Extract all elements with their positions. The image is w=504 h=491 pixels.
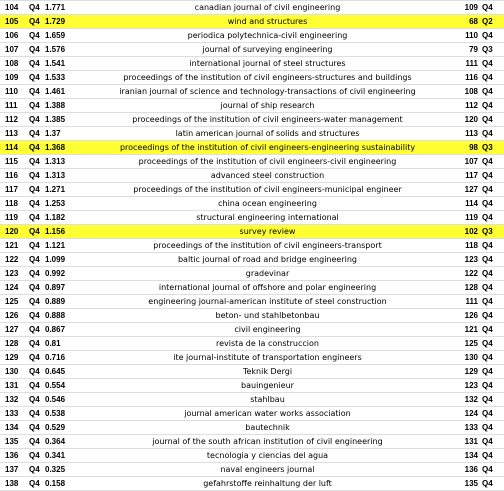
journal-name-cell: journal of the south african institution of civil engineering: [81, 435, 454, 449]
journal-name-cell: proceedings of the institution of civil engineers-engineering sustainability: [81, 141, 454, 155]
journal-name-cell: bauingenieur: [81, 379, 454, 393]
rank-2-cell: 119: [454, 211, 482, 225]
journal-name-cell: proceedings of the institution of civil engineers-municipal engineer: [81, 183, 454, 197]
rank-2-cell: 111: [454, 295, 482, 309]
table-row: [0, 57, 504, 71]
table-row: [0, 239, 504, 253]
rank-cell: 109: [0, 71, 29, 85]
quartile-cell: Q4: [29, 421, 45, 435]
quartile-cell: Q4: [29, 463, 45, 477]
impact-factor-cell: 1.099: [45, 253, 81, 267]
quartile-cell: Q4: [29, 155, 45, 169]
quartile-cell: Q4: [29, 435, 45, 449]
quartile-cell: Q4: [29, 127, 45, 141]
rank-2-cell: 113: [454, 127, 482, 141]
quartile-cell: Q4: [29, 57, 45, 71]
quartile-cell: Q4: [29, 379, 45, 393]
table-row: [0, 449, 504, 463]
table-row: [0, 365, 504, 379]
rank-2-cell: 109: [454, 1, 482, 15]
table-row: [0, 463, 504, 477]
journal-name-cell: journal american water works association: [81, 407, 454, 421]
table-body: [0, 1, 504, 491]
table-row: [0, 29, 504, 43]
journal-name-cell: advanced steel construction: [81, 169, 454, 183]
rank-cell: 116: [0, 169, 29, 183]
table-row: [0, 421, 504, 435]
rank-2-cell: 124: [454, 407, 482, 421]
rank-2-cell: 131: [454, 435, 482, 449]
rank-cell: 126: [0, 309, 29, 323]
quartile-2-cell: Q4: [482, 1, 504, 15]
quartile-2-cell: Q3: [482, 225, 504, 239]
journal-name-cell: beton- und stahlbetonbau: [81, 309, 454, 323]
rank-2-cell: 129: [454, 365, 482, 379]
quartile-2-cell: Q4: [482, 295, 504, 309]
table-row: [0, 281, 504, 295]
rank-2-cell: 102: [454, 225, 482, 239]
quartile-2-cell: Q4: [482, 183, 504, 197]
impact-factor-cell: 0.716: [45, 351, 81, 365]
rank-2-cell: 133: [454, 421, 482, 435]
quartile-2-cell: Q4: [482, 57, 504, 71]
table-row: [0, 379, 504, 393]
rank-cell: 127: [0, 323, 29, 337]
rank-2-cell: 68: [454, 15, 482, 29]
impact-factor-cell: 1.659: [45, 29, 81, 43]
quartile-cell: Q4: [29, 99, 45, 113]
quartile-cell: Q4: [29, 211, 45, 225]
rank-cell: 110: [0, 85, 29, 99]
quartile-2-cell: Q4: [482, 337, 504, 351]
quartile-cell: Q4: [29, 29, 45, 43]
quartile-cell: Q4: [29, 225, 45, 239]
impact-factor-cell: 1.313: [45, 155, 81, 169]
rank-cell: 118: [0, 197, 29, 211]
rank-2-cell: 118: [454, 239, 482, 253]
table-row: [0, 477, 504, 491]
rank-2-cell: 107: [454, 155, 482, 169]
table-row: [0, 85, 504, 99]
journal-name-cell: china ocean engineering: [81, 197, 454, 211]
impact-factor-cell: 0.325: [45, 463, 81, 477]
rank-cell: 130: [0, 365, 29, 379]
impact-factor-cell: 1.576: [45, 43, 81, 57]
table-row: [0, 99, 504, 113]
rank-2-cell: 111: [454, 57, 482, 71]
quartile-cell: Q4: [29, 239, 45, 253]
quartile-2-cell: Q4: [482, 309, 504, 323]
quartile-cell: Q4: [29, 267, 45, 281]
quartile-2-cell: Q3: [482, 43, 504, 57]
impact-factor-cell: 0.897: [45, 281, 81, 295]
journal-name-cell: canadian journal of civil engineering: [81, 1, 454, 15]
rank-cell: 138: [0, 477, 29, 491]
rank-2-cell: 123: [454, 379, 482, 393]
quartile-cell: Q4: [29, 477, 45, 491]
quartile-2-cell: Q4: [482, 169, 504, 183]
quartile-2-cell: Q4: [482, 421, 504, 435]
table-row: [0, 141, 504, 155]
table-row: [0, 309, 504, 323]
journal-name-cell: bautechnik: [81, 421, 454, 435]
table-row: [0, 337, 504, 351]
quartile-2-cell: Q4: [482, 435, 504, 449]
rank-cell: 137: [0, 463, 29, 477]
journal-name-cell: latin american journal of solids and structures: [81, 127, 454, 141]
impact-factor-cell: 0.341: [45, 449, 81, 463]
journal-name-cell: Teknik Dergi: [81, 365, 454, 379]
impact-factor-cell: 0.538: [45, 407, 81, 421]
rank-cell: 111: [0, 99, 29, 113]
quartile-cell: Q4: [29, 393, 45, 407]
quartile-2-cell: Q4: [482, 407, 504, 421]
rank-2-cell: 134: [454, 449, 482, 463]
rank-cell: 120: [0, 225, 29, 239]
table-row: [0, 15, 504, 29]
rank-2-cell: 116: [454, 71, 482, 85]
rank-2-cell: 122: [454, 267, 482, 281]
journal-name-cell: international journal of steel structures: [81, 57, 454, 71]
journal-name-cell: wind and structures: [81, 15, 454, 29]
impact-factor-cell: 1.121: [45, 239, 81, 253]
quartile-2-cell: Q4: [482, 463, 504, 477]
rank-cell: 136: [0, 449, 29, 463]
quartile-cell: Q4: [29, 365, 45, 379]
table-row: [0, 267, 504, 281]
rank-cell: 129: [0, 351, 29, 365]
rank-2-cell: 98: [454, 141, 482, 155]
rank-cell: 121: [0, 239, 29, 253]
rank-cell: 114: [0, 141, 29, 155]
quartile-2-cell: Q4: [482, 85, 504, 99]
quartile-cell: Q4: [29, 337, 45, 351]
quartile-2-cell: Q4: [482, 351, 504, 365]
quartile-2-cell: Q4: [482, 211, 504, 225]
journal-name-cell: journal of ship research: [81, 99, 454, 113]
rank-cell: 108: [0, 57, 29, 71]
rank-2-cell: 128: [454, 281, 482, 295]
impact-factor-cell: 0.158: [45, 477, 81, 491]
rank-cell: 107: [0, 43, 29, 57]
journal-name-cell: baltic journal of road and bridge engineering: [81, 253, 454, 267]
journal-name-cell: journal of surveying engineering: [81, 43, 454, 57]
quartile-cell: Q4: [29, 197, 45, 211]
rank-2-cell: 108: [454, 85, 482, 99]
quartile-2-cell: Q4: [482, 71, 504, 85]
rank-2-cell: 130: [454, 351, 482, 365]
table-row: [0, 323, 504, 337]
rank-cell: 134: [0, 421, 29, 435]
quartile-2-cell: Q4: [482, 239, 504, 253]
quartile-cell: Q4: [29, 449, 45, 463]
table-row: [0, 295, 504, 309]
quartile-2-cell: Q4: [482, 197, 504, 211]
journal-name-cell: ite journal-institute of transportation engineers: [81, 351, 454, 365]
rank-2-cell: 135: [454, 477, 482, 491]
rank-2-cell: 112: [454, 99, 482, 113]
journal-name-cell: iranian journal of science and technology-transactions of civil engineering: [81, 85, 454, 99]
impact-factor-cell: 0.867: [45, 323, 81, 337]
table-row: [0, 351, 504, 365]
rank-cell: 125: [0, 295, 29, 309]
quartile-2-cell: Q4: [482, 99, 504, 113]
rank-2-cell: 125: [454, 337, 482, 351]
journal-name-cell: revista de la construccion: [81, 337, 454, 351]
journal-name-cell: tecnologia y ciencias del agua: [81, 449, 454, 463]
quartile-cell: Q4: [29, 253, 45, 267]
impact-factor-cell: 1.253: [45, 197, 81, 211]
journal-name-cell: gefahrstoffe reinhaltung der luft: [81, 477, 454, 491]
rank-cell: 106: [0, 29, 29, 43]
quartile-cell: Q4: [29, 183, 45, 197]
impact-factor-cell: 1.271: [45, 183, 81, 197]
impact-factor-cell: 1.461: [45, 85, 81, 99]
journal-name-cell: survey review: [81, 225, 454, 239]
impact-factor-cell: 0.364: [45, 435, 81, 449]
quartile-2-cell: Q4: [482, 281, 504, 295]
table-row: [0, 407, 504, 421]
quartile-cell: Q4: [29, 351, 45, 365]
impact-factor-cell: 0.889: [45, 295, 81, 309]
impact-factor-cell: 0.529: [45, 421, 81, 435]
rank-2-cell: 132: [454, 393, 482, 407]
journal-name-cell: proceedings of the institution of civil engineers-transport: [81, 239, 454, 253]
journal-name-cell: periodica polytechnica-civil engineering: [81, 29, 454, 43]
rank-cell: 104: [0, 1, 29, 15]
rank-2-cell: 121: [454, 323, 482, 337]
rank-cell: 117: [0, 183, 29, 197]
table-row: [0, 155, 504, 169]
impact-factor-cell: 1.541: [45, 57, 81, 71]
quartile-cell: Q4: [29, 43, 45, 57]
impact-factor-cell: 1.533: [45, 71, 81, 85]
table-row: [0, 1, 504, 15]
quartile-2-cell: Q4: [482, 29, 504, 43]
quartile-cell: Q4: [29, 281, 45, 295]
quartile-cell: Q4: [29, 295, 45, 309]
journal-name-cell: proceedings of the institution of civil engineers-structures and buildings: [81, 71, 454, 85]
journal-name-cell: proceedings of the institution of civil engineers-civil engineering: [81, 155, 454, 169]
quartile-2-cell: Q4: [482, 393, 504, 407]
rank-cell: 123: [0, 267, 29, 281]
impact-factor-cell: 1.313: [45, 169, 81, 183]
rank-cell: 115: [0, 155, 29, 169]
impact-factor-cell: 0.81: [45, 337, 81, 351]
journal-name-cell: stahlbau: [81, 393, 454, 407]
journal-name-cell: international journal of offshore and polar engineering: [81, 281, 454, 295]
quartile-cell: Q4: [29, 85, 45, 99]
rank-cell: 112: [0, 113, 29, 127]
rank-2-cell: 126: [454, 309, 482, 323]
impact-factor-cell: 0.645: [45, 365, 81, 379]
rank-2-cell: 79: [454, 43, 482, 57]
journal-name-cell: structural engineering international: [81, 211, 454, 225]
rank-2-cell: 123: [454, 253, 482, 267]
quartile-cell: Q4: [29, 141, 45, 155]
journal-name-cell: gradevinar: [81, 267, 454, 281]
quartile-2-cell: Q2: [482, 15, 504, 29]
quartile-2-cell: Q4: [482, 323, 504, 337]
quartile-2-cell: Q4: [482, 155, 504, 169]
rank-cell: 133: [0, 407, 29, 421]
table-row: [0, 253, 504, 267]
rank-cell: 131: [0, 379, 29, 393]
journal-name-cell: engineering journal-american institute of steel construction: [81, 295, 454, 309]
quartile-cell: Q4: [29, 1, 45, 15]
quartile-2-cell: Q4: [482, 127, 504, 141]
impact-factor-cell: 0.546: [45, 393, 81, 407]
quartile-2-cell: Q3: [482, 141, 504, 155]
table-row: [0, 393, 504, 407]
table-row: [0, 113, 504, 127]
quartile-2-cell: Q4: [482, 267, 504, 281]
impact-factor-cell: 1.368: [45, 141, 81, 155]
impact-factor-cell: 1.388: [45, 99, 81, 113]
impact-factor-cell: 1.385: [45, 113, 81, 127]
table-row: [0, 127, 504, 141]
quartile-2-cell: Q4: [482, 365, 504, 379]
rank-cell: 132: [0, 393, 29, 407]
impact-factor-cell: 1.771: [45, 1, 81, 15]
quartile-2-cell: Q4: [482, 477, 504, 491]
quartile-2-cell: Q4: [482, 449, 504, 463]
impact-factor-cell: 0.554: [45, 379, 81, 393]
impact-factor-cell: 0.992: [45, 267, 81, 281]
rank-cell: 119: [0, 211, 29, 225]
quartile-cell: Q4: [29, 113, 45, 127]
table-row: [0, 71, 504, 85]
rank-cell: 124: [0, 281, 29, 295]
rank-2-cell: 110: [454, 29, 482, 43]
table-row: [0, 435, 504, 449]
rank-2-cell: 117: [454, 169, 482, 183]
table-row: [0, 183, 504, 197]
impact-factor-cell: 0.888: [45, 309, 81, 323]
impact-factor-cell: 1.37: [45, 127, 81, 141]
table-row: [0, 43, 504, 57]
table-row: [0, 197, 504, 211]
quartile-2-cell: Q4: [482, 379, 504, 393]
impact-factor-cell: 1.182: [45, 211, 81, 225]
impact-factor-cell: 1.729: [45, 15, 81, 29]
quartile-2-cell: Q4: [482, 113, 504, 127]
rank-cell: 122: [0, 253, 29, 267]
impact-factor-cell: 1.156: [45, 225, 81, 239]
rank-2-cell: 120: [454, 113, 482, 127]
quartile-cell: Q4: [29, 15, 45, 29]
table-row: [0, 225, 504, 239]
rank-cell: 113: [0, 127, 29, 141]
rank-2-cell: 127: [454, 183, 482, 197]
rank-2-cell: 136: [454, 463, 482, 477]
journal-name-cell: proceedings of the institution of civil engineers-water management: [81, 113, 454, 127]
quartile-cell: Q4: [29, 169, 45, 183]
quartile-cell: Q4: [29, 323, 45, 337]
table-row: [0, 211, 504, 225]
journal-name-cell: civil engineering: [81, 323, 454, 337]
quartile-cell: Q4: [29, 71, 45, 85]
quartile-cell: Q4: [29, 407, 45, 421]
rank-cell: 105: [0, 15, 29, 29]
journal-name-cell: naval engineers journal: [81, 463, 454, 477]
quartile-cell: Q4: [29, 309, 45, 323]
rank-cell: 135: [0, 435, 29, 449]
rank-cell: 128: [0, 337, 29, 351]
table-row: [0, 169, 504, 183]
quartile-2-cell: Q4: [482, 253, 504, 267]
rank-2-cell: 114: [454, 197, 482, 211]
